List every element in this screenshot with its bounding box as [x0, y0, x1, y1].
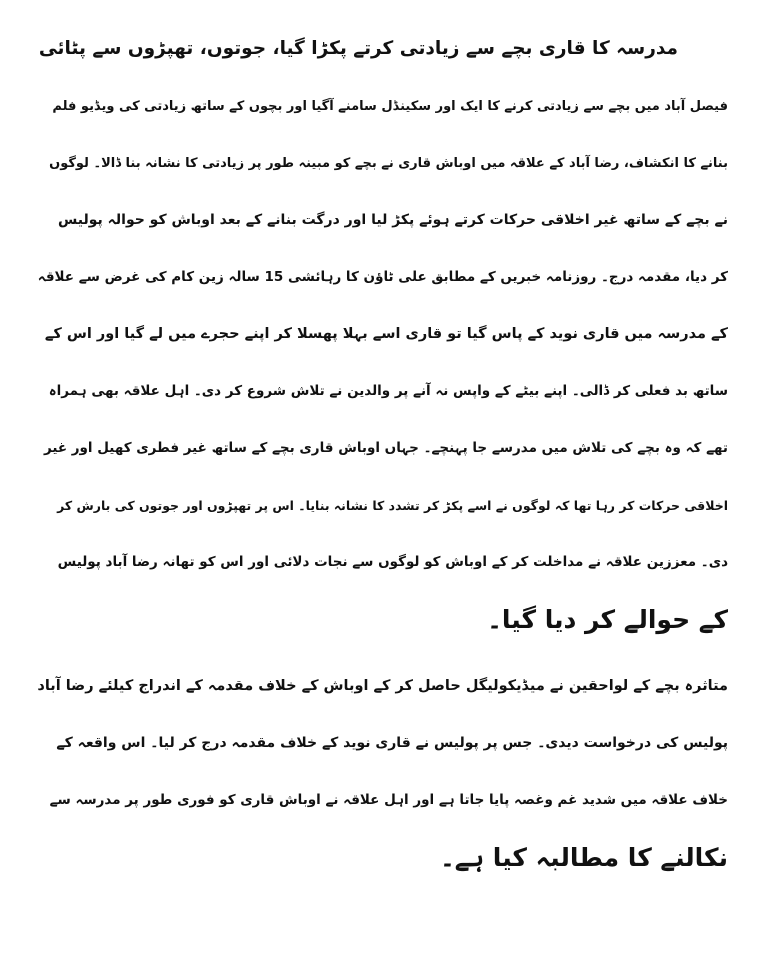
paragraph-line: ساتھ بد فعلی کر ڈالی۔ اپنے بیٹے کے واپس نہ آنے پر والدین نے تلاش شروع کر دی۔ اہل علاقہ بھی ہمراہ — [48, 383, 728, 399]
paragraph-line: تھے کہ وہ بچے کی تلاش میں مدرسے جا پہنچے۔ جہاں اوباش قاری بچے کے ساتھ غیر فطری کھیل اور غیر — [43, 440, 728, 456]
paragraph-line: خلاف علاقہ میں شدید غم وغصہ پایا جاتا ہے اور اہل علاقہ نے اوباش قاری کو فوری طور پر مدرسہ سے — [49, 792, 728, 808]
article-paragraph-2 — [36, 658, 728, 886]
paragraph-line: بنانے کا انکشاف، رضا آباد کے علاقہ میں اوباش قاری نے بچے کو مبینہ طور پر زیادتی کا نشانہ بنا ڈالا۔ لوگوں — [49, 156, 728, 171]
paragraph-line: نے بچے کے ساتھ غیر اخلاقی حرکات کرتے ہوئے پکڑ لیا اور درگت بنانے کے بعد اوباش کو حوالہ پولیس — [58, 212, 728, 228]
paragraph-line: کے مدرسہ میں قاری نوید کے پاس گیا تو قاری اسے بہلا پھسلا کر اپنے حجرے میں لے گیا اور اس کے — [44, 326, 728, 342]
paragraph-line: اخلاقی حرکات کر رہا تھا کہ لوگوں نے اسے پکڑ کر تشدد کا نشانہ بنایا۔ اس پر تھپڑوں اور جوتوں کی بارش کر — [57, 498, 728, 513]
paragraph-line: متاثرہ بچے کے لواحقین نے میڈیکولیگل حاصل کر کے اوباش کے خلاف مقدمہ کے اندراج کیلئے رضا آباد — [37, 678, 728, 694]
article-headline: مدرسہ کا قاری بچے سے زیادتی کرتے پکڑا گیا، جوتوں، تھپڑوں سے پٹائی — [38, 38, 678, 59]
paragraph-line: کر دیا، مقدمہ درج۔ روزنامہ خبریں کے مطابق علی ٹاؤن کا رہائشی 15 سالہ زین کام کی غرض سے علاقہ — [37, 269, 728, 285]
paragraph-line: فیصل آباد میں بچے سے زیادتی کرنے کا ایک اور سکینڈل سامنے آگیا اور بچوں کے ساتھ زیادتی کی ویڈیو فلم — [52, 99, 728, 114]
paragraph-line: پولیس کی درخواست دیدی۔ جس پر پولیس نے قاری نوید کے خلاف مقدمہ درج کر لیا۔ اس واقعہ کے — [56, 735, 728, 751]
paragraph-line: نکالنے کا مطالبہ کیا ہے۔ — [440, 843, 728, 872]
article-paragraph-1 — [36, 78, 728, 648]
paragraph-line: دی۔ معززین علاقہ نے مداخلت کر کے اوباش کو لوگوں سے نجات دلائی اور اس کو تھانہ رضا آباد پولیس — [57, 554, 728, 570]
paragraph-line: کے حوالے کر دیا گیا۔ — [487, 605, 728, 634]
